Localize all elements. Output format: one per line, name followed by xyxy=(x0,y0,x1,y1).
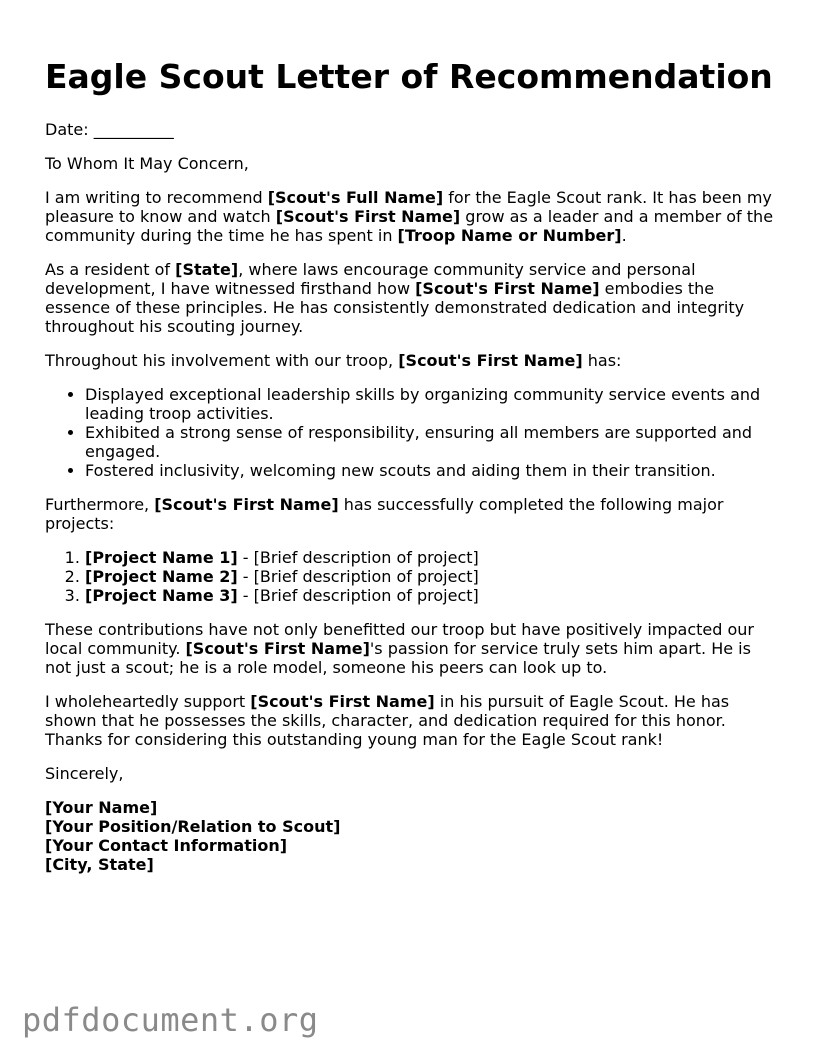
residence-text-2: , where laws encourage community service and personal development, I have witnessed firsthand how xyxy=(45,260,696,298)
scout-first-name-placeholder: [Scout's First Name] xyxy=(154,495,339,514)
residence-paragraph xyxy=(45,260,775,336)
contributions-text-1: These contributions have not only benefitted our troop but have positively impacted our local community. xyxy=(45,620,754,658)
support-paragraph xyxy=(45,692,775,749)
project-name-placeholder: [Project Name 2] xyxy=(85,567,238,586)
projects-intro-text-1: Furthermore, xyxy=(45,495,155,514)
involvement-paragraph xyxy=(45,351,775,370)
troop-name-placeholder: [Troop Name or Number] xyxy=(397,226,622,245)
intro-text-2: for the Eagle Scout rank. It has been my pleasure to know and watch xyxy=(45,188,772,226)
support-text-2: in his pursuit of Eagle Scout. He has shown that he possesses the skills, character, and dedication required for this honor. Thanks for considering this outstanding young man for the Eagle Scout rank! xyxy=(45,692,730,749)
closing: Sincerely, xyxy=(45,764,124,783)
scout-first-name-placeholder: [Scout's First Name] xyxy=(415,279,600,298)
achievements-list xyxy=(45,385,775,480)
your-name-placeholder: [Your Name] xyxy=(45,798,158,817)
your-contact-placeholder: [Your Contact Information] xyxy=(45,836,288,855)
intro-text-4: . xyxy=(621,226,627,245)
scout-first-name-placeholder: [Scout's First Name] xyxy=(185,639,370,658)
intro-text-3: grow as a leader and a member of the community during the time he has spent in xyxy=(45,207,774,245)
projects-intro-text-2: has successfully completed the following major projects: xyxy=(45,495,724,533)
residence-text-3: embodies the essence of these principles. He has consistently demonstrated dedication and integrity throughout his scouting journey. xyxy=(45,279,745,336)
watermark: pdfdocument.org xyxy=(22,1001,319,1039)
residence-text-1: As a resident of xyxy=(45,260,176,279)
letter-page xyxy=(45,56,775,874)
list-item: • Displayed exceptional leadership skills by organizing community service events and leading troop activities. xyxy=(85,385,775,423)
page-title: Eagle Scout Letter of Recommendation xyxy=(45,57,773,96)
list-item: • Fostered inclusivity, welcoming new scouts and aiding them in their transition. xyxy=(85,461,775,480)
city-state-placeholder: [City, State] xyxy=(45,855,154,874)
contributions-paragraph xyxy=(45,620,775,677)
scout-first-name-placeholder: [Scout's First Name] xyxy=(250,692,435,711)
intro-text-1: I am writing to recommend xyxy=(45,188,268,207)
project-name-placeholder: [Project Name 3] xyxy=(85,586,238,605)
your-position-placeholder: [Your Position/Relation to Scout] xyxy=(45,817,341,836)
project-description: - [Brief description of project] xyxy=(237,567,479,586)
project-description: - [Brief description of project] xyxy=(237,586,479,605)
signature-block xyxy=(45,798,775,874)
support-text-1: I wholeheartedly support xyxy=(45,692,251,711)
project-name-placeholder: [Project Name 1] xyxy=(85,548,238,567)
scout-first-name-placeholder: [Scout's First Name] xyxy=(275,207,461,226)
involvement-text-1: Throughout his involvement with our troop, xyxy=(45,351,399,370)
scout-full-name-placeholder: [Scout's Full Name] xyxy=(267,188,444,207)
list-item xyxy=(85,586,775,605)
project-description: - [Brief description of project] xyxy=(237,548,479,567)
state-placeholder: [State] xyxy=(175,260,239,279)
involvement-text-2: has: xyxy=(582,351,622,370)
list-item: • Exhibited a strong sense of responsibility, ensuring all members are supported and engaged. xyxy=(85,423,775,461)
list-item xyxy=(85,548,775,567)
list-item xyxy=(85,567,775,586)
date-line: Date: __________ xyxy=(45,120,174,139)
scout-first-name-placeholder: [Scout's First Name] xyxy=(398,351,583,370)
intro-paragraph xyxy=(45,188,775,245)
contributions-text-2: 's passion for service truly sets him apart. He is not just a scout; he is a role model, someone his peers can look up to. xyxy=(45,639,751,677)
projects-list xyxy=(45,548,775,605)
projects-intro-paragraph xyxy=(45,495,775,533)
salutation: To Whom It May Concern, xyxy=(45,154,249,173)
